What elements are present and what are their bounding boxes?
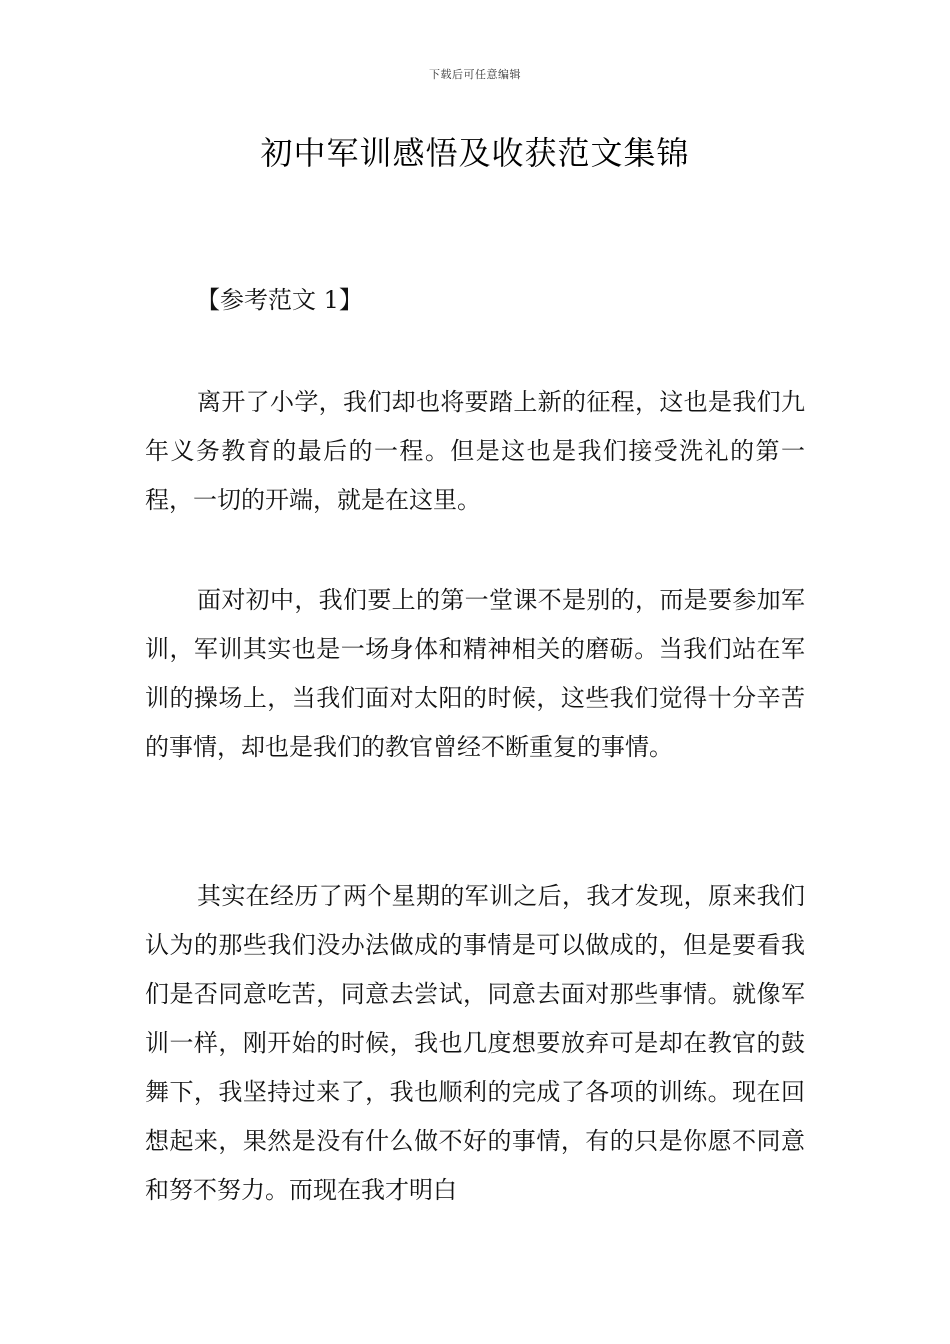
header-note: 下载后可任意编辑 [429,68,521,81]
paragraph-2: 面对初中，我们要上的第一堂课不是别的，而是要参加军训，军训其实也是一场身体和精神相关的磨砺。当我们站在军训的操场上，当我们面对太阳的时候，这些我们觉得十分辛苦的事情，却也是我们的教官曾经不断重复的事情。 [145,586,805,761]
section-label: 【参考范文 1】 [196,286,363,314]
document-title: 初中军训感悟及收获范文集锦 [260,134,690,172]
paragraph-1: 离开了小学，我们却也将要踏上新的征程，这也是我们九年义务教育的最后的一程。但是这也是我们接受洗礼的第一程，一切的开端，就是在这里。 [145,388,805,514]
paragraph-3: 其实在经历了两个星期的军训之后，我才发现，原来我们认为的那些我们没办法做成的事情是可以做成的，但是要看我们是否同意吃苦，同意去尝试，同意去面对那些事情。就像军训一样，刚开始的时候，我也几度想要放弃可是却在教官的鼓舞下，我坚持过来了，我也顺利的完成了各项的训练。现在回想起来，果然是没有什么做不好的事情，有的只是你愿不同意和努不努力。而现在我才明白 [145,882,805,1204]
